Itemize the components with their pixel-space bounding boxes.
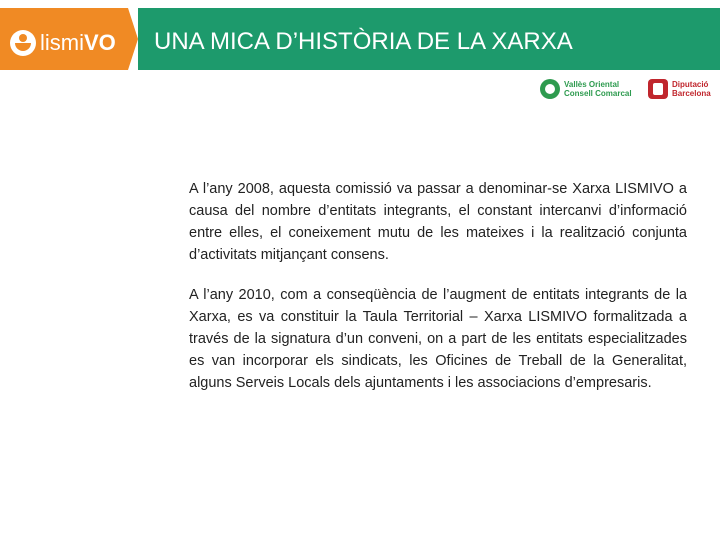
logo-arrow-shape — [128, 8, 138, 70]
paragraph-1: A l’any 2008, aquesta comissió va passar a denominar-se Xarxa LISMIVO a causa del nombre d’entitats integrants, el constant intercanvi d’informació entre elles, el coneixement mutu de les mateixes i la realització conjunta d’activitats mitjançant consens. — [189, 181, 687, 263]
diputacio-line2: Barcelona — [672, 89, 711, 98]
diputacio-barcelona-logo — [648, 77, 711, 101]
logo-text — [40, 30, 116, 56]
page-title: UNA MICA D’HISTÒRIA DE LA XARXA — [154, 28, 573, 55]
slide-body — [189, 178, 687, 412]
paragraph-2: A l’any 2010, com a conseqüència de l’augment de entitats integrants de la Xarxa, es va constituir la Taula Territorial – Xarxa LISMIVO formalitzada a través de la signatura d’un conveni, on a part de les entitats especialitzades es van incorporar els sindicats, les Oficines de Treball de la Generalitat, alguns Serveis Locals dels ajuntaments i les associacions d’empresaris. — [189, 287, 687, 391]
valles-line2: Consell Comarcal — [564, 89, 632, 98]
person-icon — [10, 30, 36, 56]
valles-oriental-logo — [540, 77, 632, 101]
title-bar — [138, 8, 720, 70]
valles-emblem-icon — [540, 79, 560, 99]
diputacio-line1: Diputació — [672, 80, 709, 89]
diputacio-emblem-icon — [648, 79, 668, 99]
lismivo-logo — [0, 8, 128, 70]
valles-line1: Vallès Oriental — [564, 80, 620, 89]
logo-text-regular: lismi — [40, 30, 84, 55]
slide-header — [0, 0, 720, 72]
logo-text-bold: VO — [84, 30, 116, 55]
